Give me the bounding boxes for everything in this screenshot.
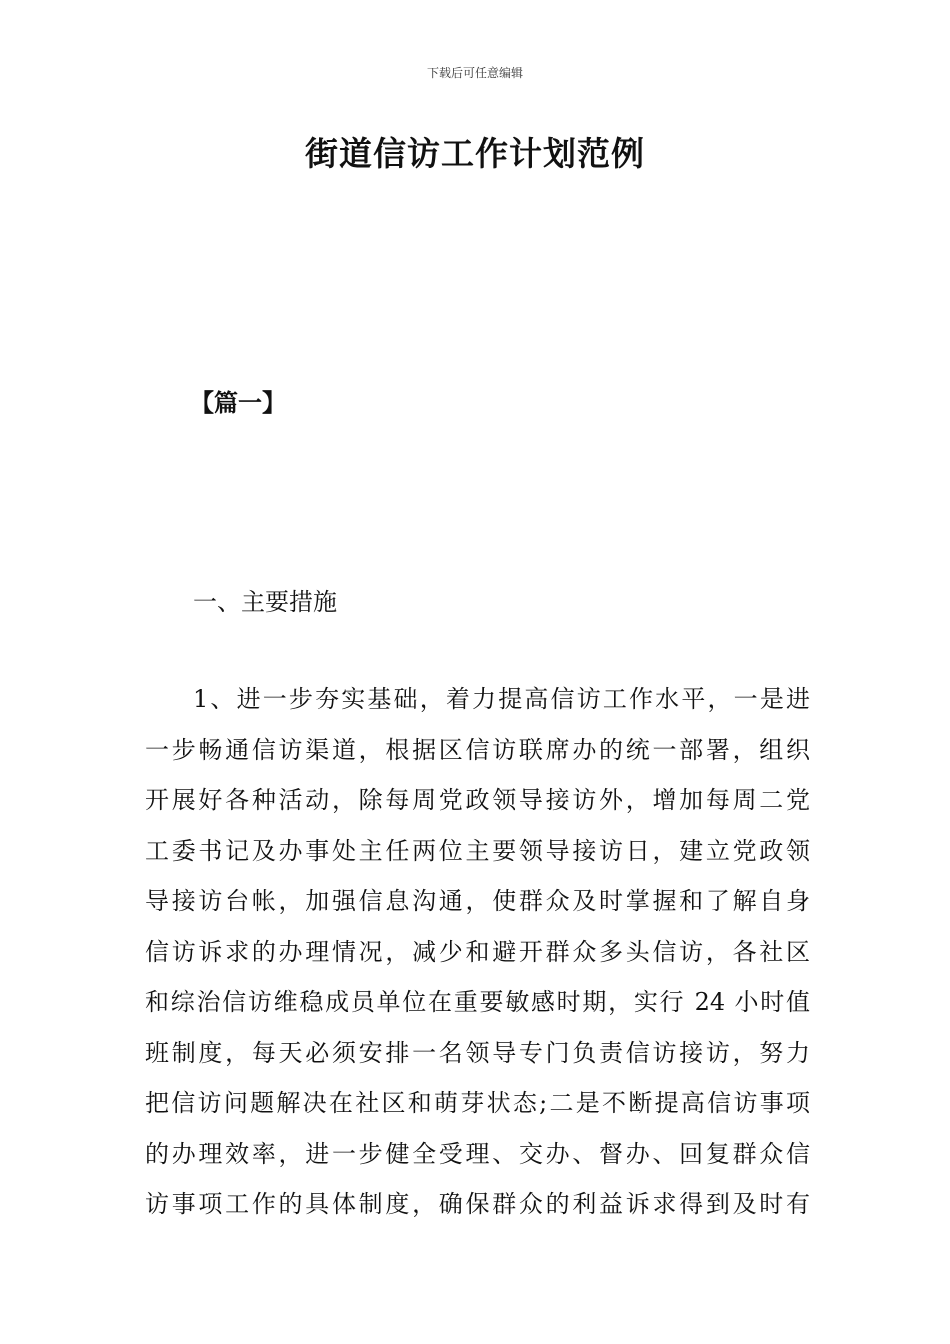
paragraph-line: 导接访台帐，加强信息沟通，使群众及时掌握和了解自身 <box>145 887 810 915</box>
paragraph-line: 工委书记及办事处主任两位主要领导接访日，建立党政领 <box>145 836 810 865</box>
paragraph-line: 的办理效率，进一步健全受理、交办、督办、回复群众信 <box>145 1139 810 1168</box>
paragraph-line: 开展好各种活动，除每周党政领导接访外，增加每周二党 <box>145 786 810 814</box>
document-title: 街道信访工作计划范例 <box>305 134 645 173</box>
paragraph-line: 1、进一步夯实基础，着力提高信访工作水平，一是进 <box>193 685 810 713</box>
paragraph-line: 把信访问题解决在社区和萌芽状态;二是不断提高信访事项 <box>145 1089 810 1117</box>
paragraph-line: 一步畅通信访渠道，根据区信访联席办的统一部署，组织 <box>145 735 810 764</box>
section-label: 【篇一】 <box>190 389 286 417</box>
paragraph-line: 信访诉求的办理情况，减少和避开群众多头信访，各社区 <box>145 937 810 966</box>
section-subheading: 一、主要措施 <box>193 588 337 616</box>
paragraph-line: 和综治信访维稳成员单位在重要敏感时期，实行 24 小时值 <box>145 988 810 1016</box>
paragraph-line: 访事项工作的具体制度，确保群众的利益诉求得到及时有 <box>145 1190 810 1218</box>
header-note: 下载后可任意编辑 <box>426 66 523 80</box>
body-paragraph <box>145 674 810 1230</box>
paragraph-line: 班制度，每天必须安排一名领导专门负责信访接访，努力 <box>145 1038 810 1067</box>
